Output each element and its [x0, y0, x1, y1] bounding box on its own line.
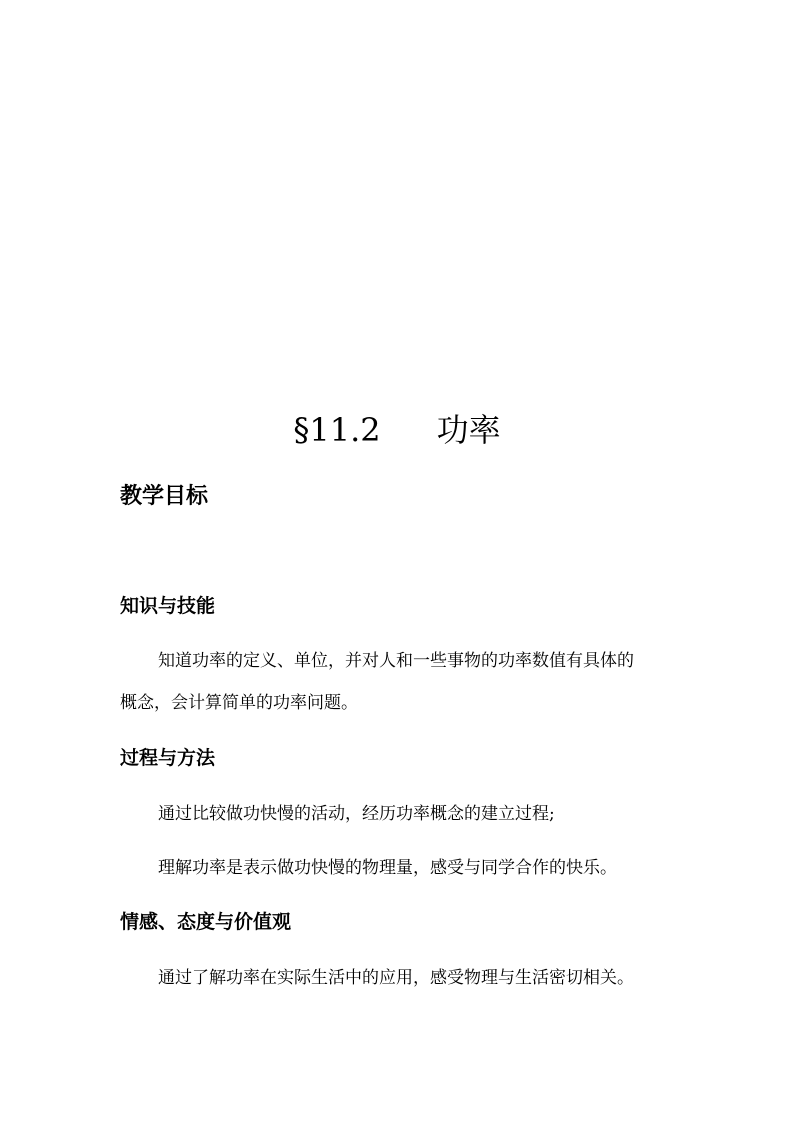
heading-process-methods: 过程与方法 — [120, 747, 216, 769]
heading-emotion-attitude-values: 情感、态度与价值观 — [120, 911, 292, 933]
process-paragraph-line-2: 理解功率是表示做功快慢的物理量，感受与同学合作的快乐。 — [158, 858, 617, 878]
title-number: §11.2 — [293, 411, 381, 449]
page-title — [0, 408, 794, 452]
process-paragraph-line-1: 通过比较做功快慢的活动，经历功率概念的建立过程; — [158, 804, 555, 824]
emotion-paragraph-line-1: 通过了解功率在实际生活中的应用，感受物理与生活密切相关。 — [158, 968, 634, 988]
knowledge-paragraph-line-2: 概念，会计算简单的功率问题。 — [120, 693, 358, 713]
knowledge-paragraph-line-1: 知道功率的定义、单位，并对人和一些事物的功率数值有具体的 — [158, 651, 634, 671]
section-heading-objectives: 教学目标 — [120, 483, 209, 509]
title-text: 功率 — [436, 411, 501, 449]
heading-knowledge-skills: 知识与技能 — [120, 595, 216, 617]
